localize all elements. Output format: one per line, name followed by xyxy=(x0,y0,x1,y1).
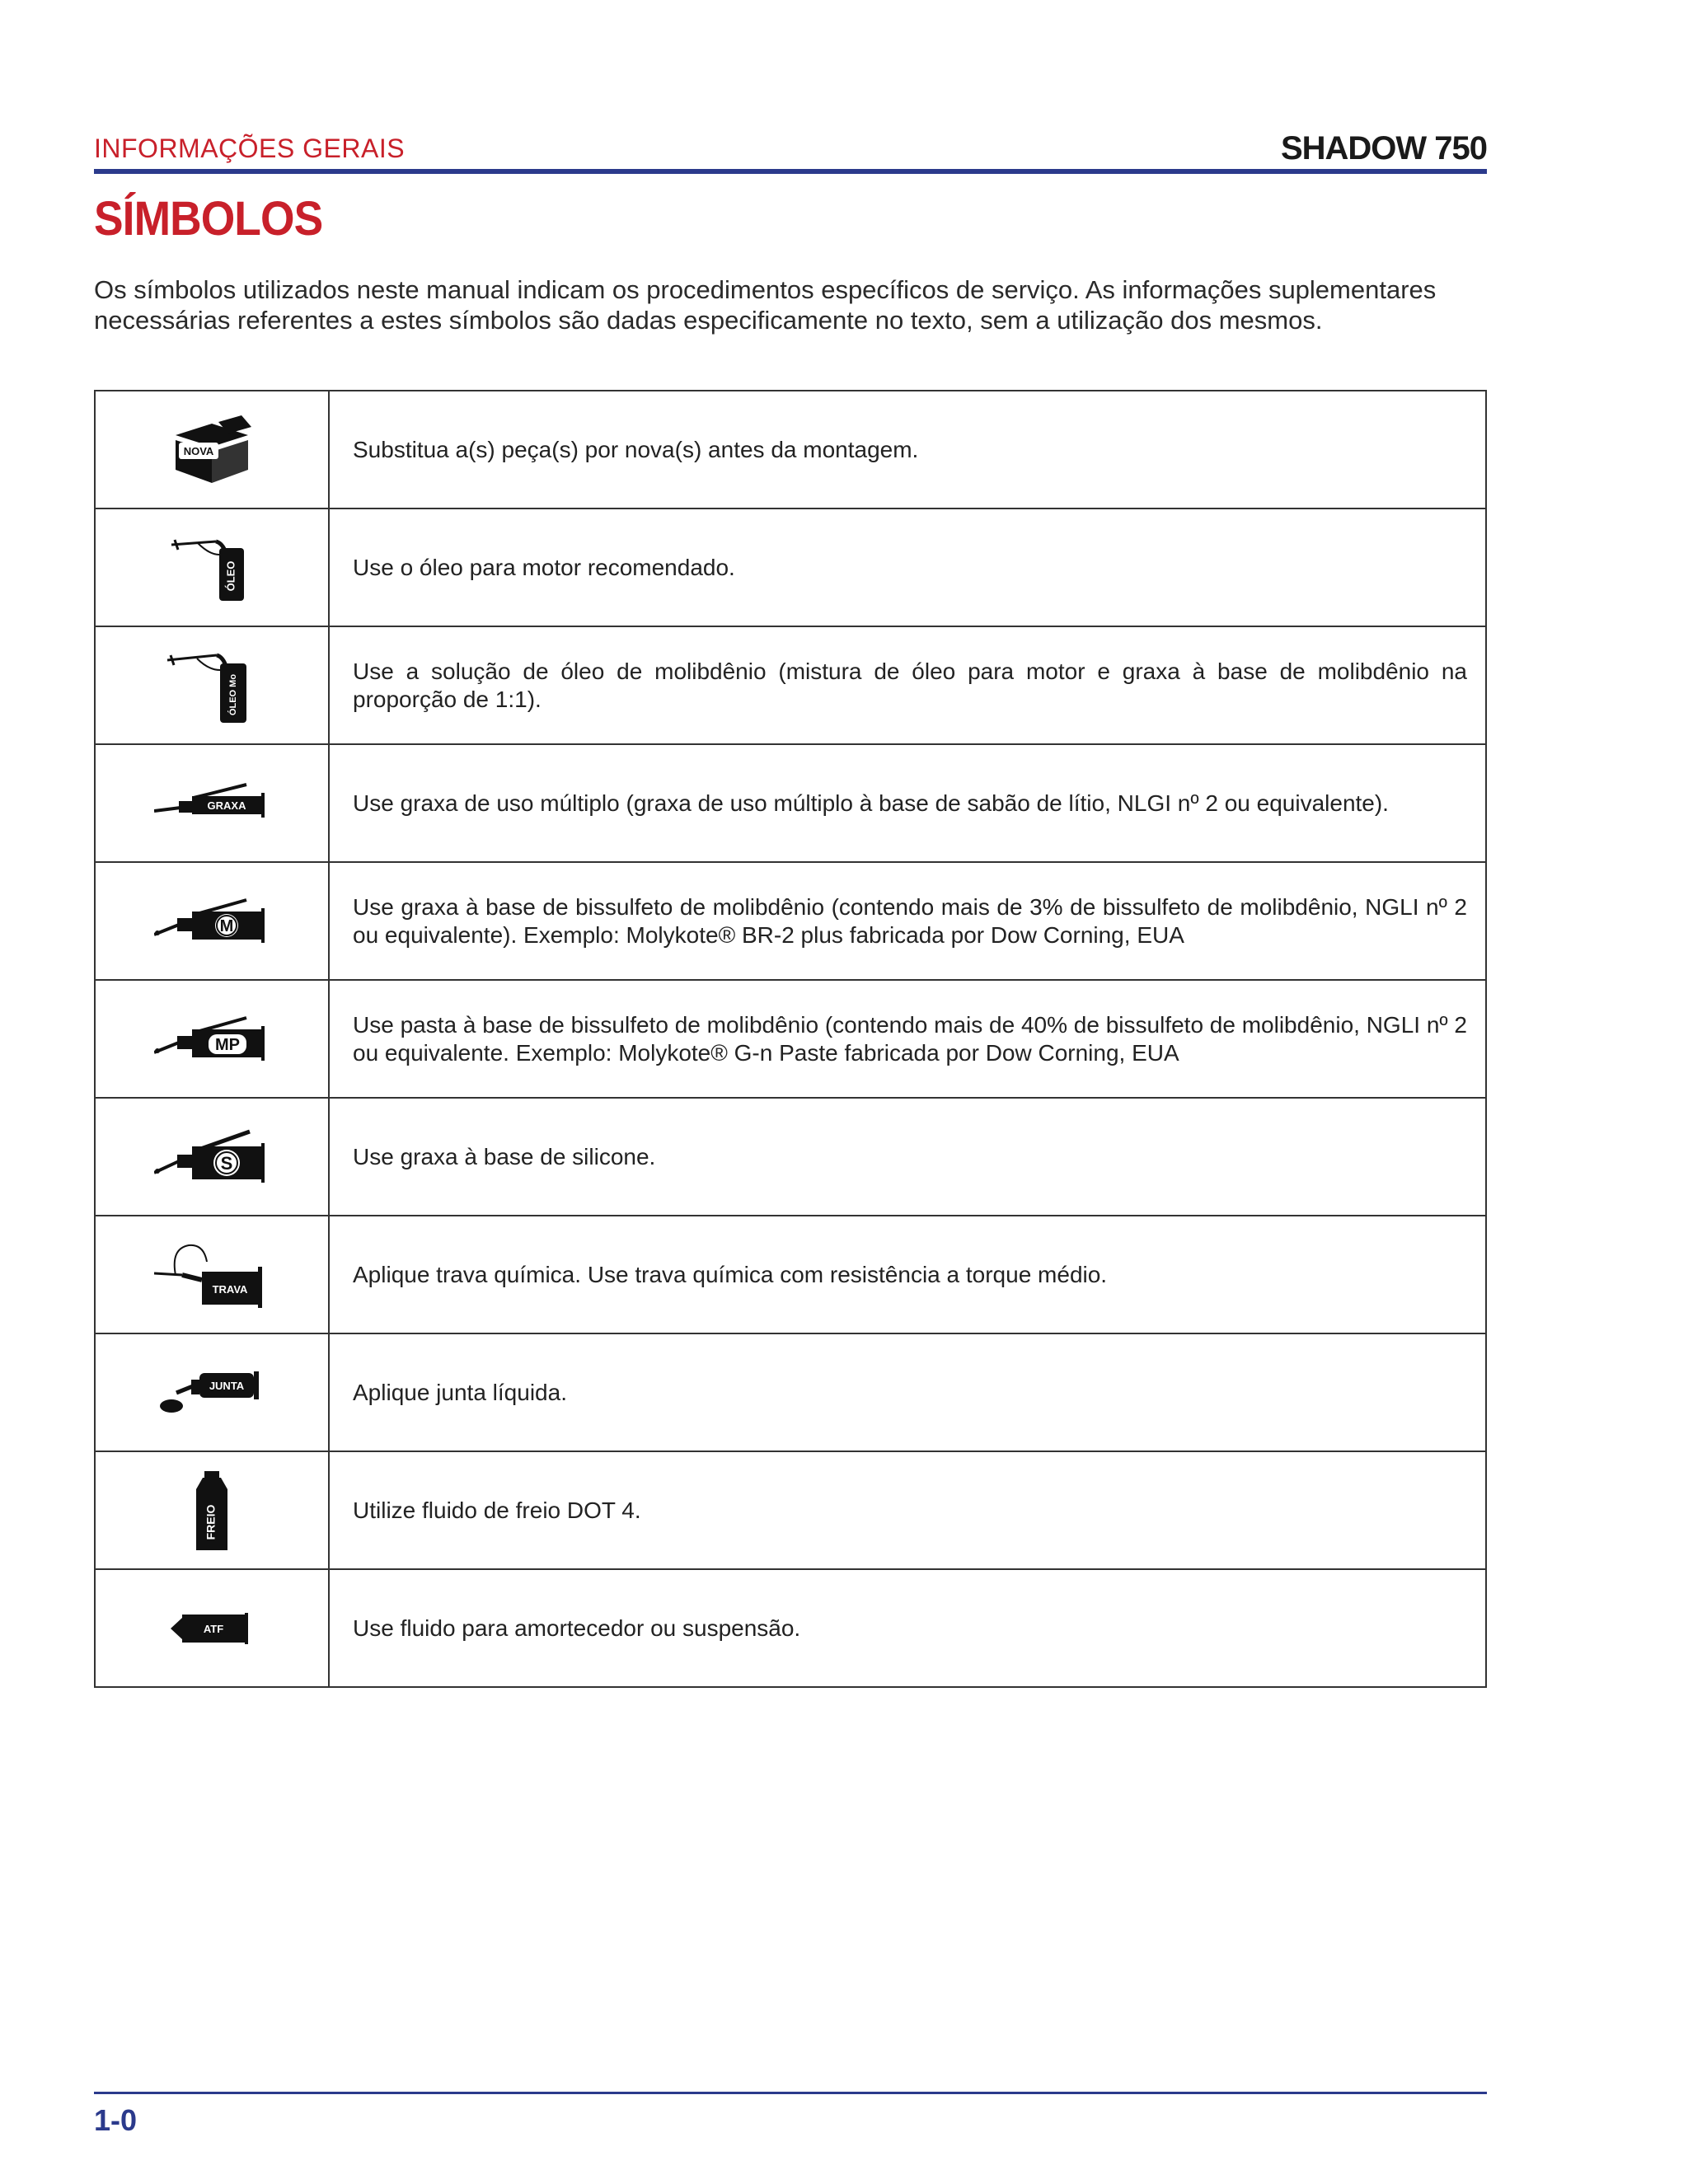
thread-lock-tube-icon xyxy=(154,1242,270,1308)
molybdenum-oil-can-icon xyxy=(162,649,261,723)
section-label: INFORMAÇÕES GERAIS xyxy=(94,134,406,163)
moly-paste-gun-icon xyxy=(154,1015,270,1064)
symbol-description: Use graxa à base de bissulfeto de molibdênio (contendo mais de 3% de bissulfeto de molibdênio, NGLI nº 2 ou equivalente). Exemplo: Molykote® BR-2 plus fabricada por Dow Corning, EUA xyxy=(329,862,1486,980)
symbol-description: Use a solução de óleo de molibdênio (mistura de óleo para motor e graxa à base de molibdênio na proporção de 1:1). xyxy=(329,626,1486,744)
table-row xyxy=(95,980,1486,1098)
symbol-description: Utilize fluido de freio DOT 4. xyxy=(329,1451,1486,1569)
page-number: 1-0 xyxy=(94,2103,138,2137)
moly-grease-gun-icon xyxy=(154,897,270,946)
table-row xyxy=(95,1098,1486,1216)
table-row xyxy=(95,1451,1486,1569)
table-row xyxy=(95,1569,1486,1687)
symbol-description: Use graxa de uso múltiplo (graxa de uso múltiplo à base de sabão de lítio, NLGI nº 2 ou equivalente). xyxy=(329,744,1486,862)
symbol-description: Use pasta à base de bissulfeto de molibdênio (contendo mais de 40% de bissulfeto de molibdênio, NGLI nº 2 ou equivalente. Exemplo: Molykote® G-n Paste fabricada por Dow Corning, EUA xyxy=(329,980,1486,1098)
table-row xyxy=(95,862,1486,980)
brake-fluid-bottle-icon xyxy=(191,1471,232,1550)
intro-paragraph: Os símbolos utilizados neste manual indicam os procedimentos específicos de serviço. As informações suplementares necessárias referentes a estes símbolos são dadas especificamente no texto, sem a utilização dos mesmos. xyxy=(94,275,1437,335)
symbol-description: Use o óleo para motor recomendado. xyxy=(329,509,1486,626)
table-row xyxy=(95,1216,1486,1333)
table-row xyxy=(95,391,1486,509)
silicone-grease-gun-icon xyxy=(154,1128,270,1186)
table-row xyxy=(95,509,1486,626)
svg-text:FREIO: FREIO xyxy=(204,1504,218,1540)
table-row xyxy=(95,626,1486,744)
header-divider xyxy=(94,169,1487,174)
liquid-gasket-tube-icon xyxy=(158,1368,265,1418)
svg-text:JUNTA: JUNTA xyxy=(209,1379,245,1392)
svg-text:S: S xyxy=(220,1152,233,1174)
svg-text:ÓLEO: ÓLEO xyxy=(224,560,237,591)
svg-text:ÓLEO Mo: ÓLEO Mo xyxy=(227,673,238,715)
table-row xyxy=(95,1333,1486,1451)
engine-oil-can-icon xyxy=(166,535,257,601)
symbol-description: Substitua a(s) peça(s) por nova(s) antes da montagem. xyxy=(329,391,1486,509)
footer-divider xyxy=(94,2092,1487,2094)
grease-gun-icon xyxy=(154,783,270,824)
symbols-table xyxy=(94,390,1487,1688)
table-row xyxy=(95,744,1486,862)
svg-text:NOVA: NOVA xyxy=(183,444,214,457)
svg-text:GRAXA: GRAXA xyxy=(207,799,246,812)
symbol-description: Aplique trava química. Use trava química com resistência a torque médio. xyxy=(329,1216,1486,1333)
svg-text:TRAVA: TRAVA xyxy=(212,1282,248,1296)
svg-text:MP: MP xyxy=(215,1035,240,1054)
svg-text:M: M xyxy=(219,916,234,935)
symbol-description: Use graxa à base de silicone. xyxy=(329,1098,1486,1216)
svg-text:ATF: ATF xyxy=(203,1622,224,1635)
symbol-description: Aplique junta líquida. xyxy=(329,1333,1486,1451)
page-title: SÍMBOLOS xyxy=(94,192,323,246)
model-name: SHADOW 750 xyxy=(1280,130,1487,166)
new-parts-box-icon xyxy=(171,415,253,485)
symbol-description: Use fluido para amortecedor ou suspensão. xyxy=(329,1569,1486,1687)
atf-tube-icon xyxy=(171,1608,253,1649)
